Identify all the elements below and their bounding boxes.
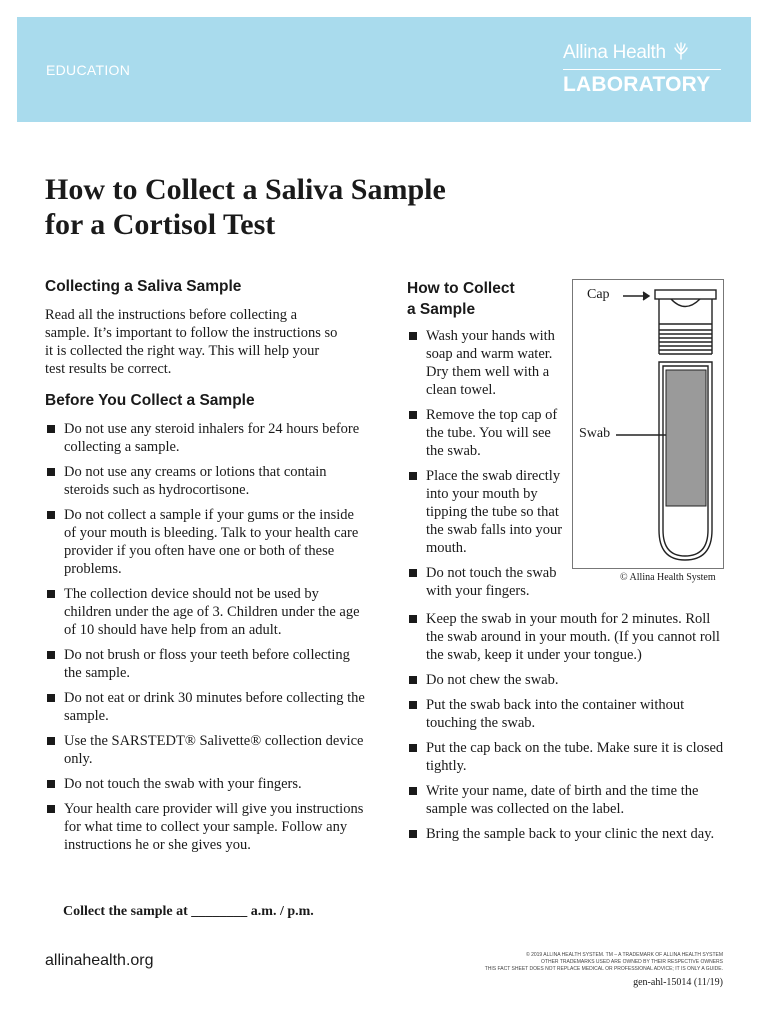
logo-laboratory: LABORATORY [563,73,711,96]
how-to-collect-heading [407,278,515,320]
list-item: Put the swab back into the container without touching the swab. [409,696,727,732]
list-item: Do not touch the swab with your fingers. [47,775,367,793]
swab-label: Swab [579,426,611,441]
legal-notice [470,952,723,973]
heading-line-2: a Sample [407,301,476,318]
saliva-tube-illustration [573,280,723,568]
logo-divider [563,69,721,70]
list-item: Bring the sample back to your clinic the next day. [409,825,727,843]
document-code: gen-ahl-15014 (11/19) [633,977,723,988]
list-item: Do not eat or drink 30 minutes before collecting the sample. [47,689,367,725]
list-item: Do not touch the swab with your fingers. [409,564,569,600]
logo-top-text: Allina Health [563,42,666,63]
list-item: Your health care provider will give you instructions for what time to collect your sample. Follow any instructions he or she gives you. [47,800,367,854]
leaf-emblem-icon [673,42,689,66]
steps-list-narrow [409,327,569,607]
legal-line: © 2019 ALLINA HEALTH SYSTEM. TM – A TRADEMARK OF ALLINA HEALTH SYSTEM [526,952,723,958]
list-item: Put the cap back on the tube. Make sure it is closed tightly. [409,739,727,775]
list-item: Do not use any steroid inhalers for 24 hours before collecting a sample. [47,420,367,456]
legal-line: OTHER TRADEMARKS USED ARE OWNED BY THEIR RESPECTIVE OWNERS [541,959,723,965]
list-item: Do not brush or floss your teeth before collecting the sample. [47,646,367,682]
legal-line: THIS FACT SHEET DOES NOT REPLACE MEDICAL OR PROFESSIONAL ADVICE; IT IS ONLY A GUIDE. [484,966,723,972]
before-heading: Before You Collect a Sample [45,392,255,409]
collecting-heading: Collecting a Saliva Sample [45,278,242,295]
list-item: Do not collect a sample if your gums or the inside of your mouth is bleeding. Talk to your health care provider if you often have one or both of these problems. [47,506,367,578]
list-item: Remove the top cap of the tube. You will see the swab. [409,406,569,460]
collect-time-line: Collect the sample at ________ a.m. / p.m. [63,904,314,919]
list-item: Do not chew the swab. [409,671,727,689]
section-label: EDUCATION [46,62,131,78]
before-list [47,420,367,861]
figure-copyright: © Allina Health System [620,572,716,583]
title-line-2: for a Cortisol Test [45,208,276,241]
list-item: Write your name, date of birth and the time the sample was collected on the label. [409,782,727,818]
cap-label: Cap [587,287,610,302]
steps-list-wide [409,610,727,850]
heading-line-1: How to Collect [407,280,515,297]
list-item: Place the swab directly into your mouth by tipping the tube so that the swab falls into your mouth. [409,467,569,557]
list-item: Wash your hands with soap and warm water. Dry them well with a clean towel. [409,327,569,399]
list-item: Do not use any creams or lotions that contain steroids such as hydrocortisone. [47,463,367,499]
website-link[interactable]: allinahealth.org [45,952,154,969]
intro-paragraph: Read all the instructions before collecting a sample. It’s important to follow the instructions so it is collected the right way. This will help your test results be correct. [45,307,338,377]
logo-wordmark [563,42,689,66]
list-item: Keep the swab in your mouth for 2 minutes. Roll the swab around in your mouth. (If you cannot roll the swab, keep it under your tongue.) [409,610,727,664]
list-item: The collection device should not be used by children under the age of 3. Children under the age of 10 should have help from an adult. [47,585,367,639]
list-item: Use the SARSTEDT® Salivette® collection device only. [47,732,367,768]
page-title [45,172,565,242]
title-line-1: How to Collect a Saliva Sample [45,173,446,206]
